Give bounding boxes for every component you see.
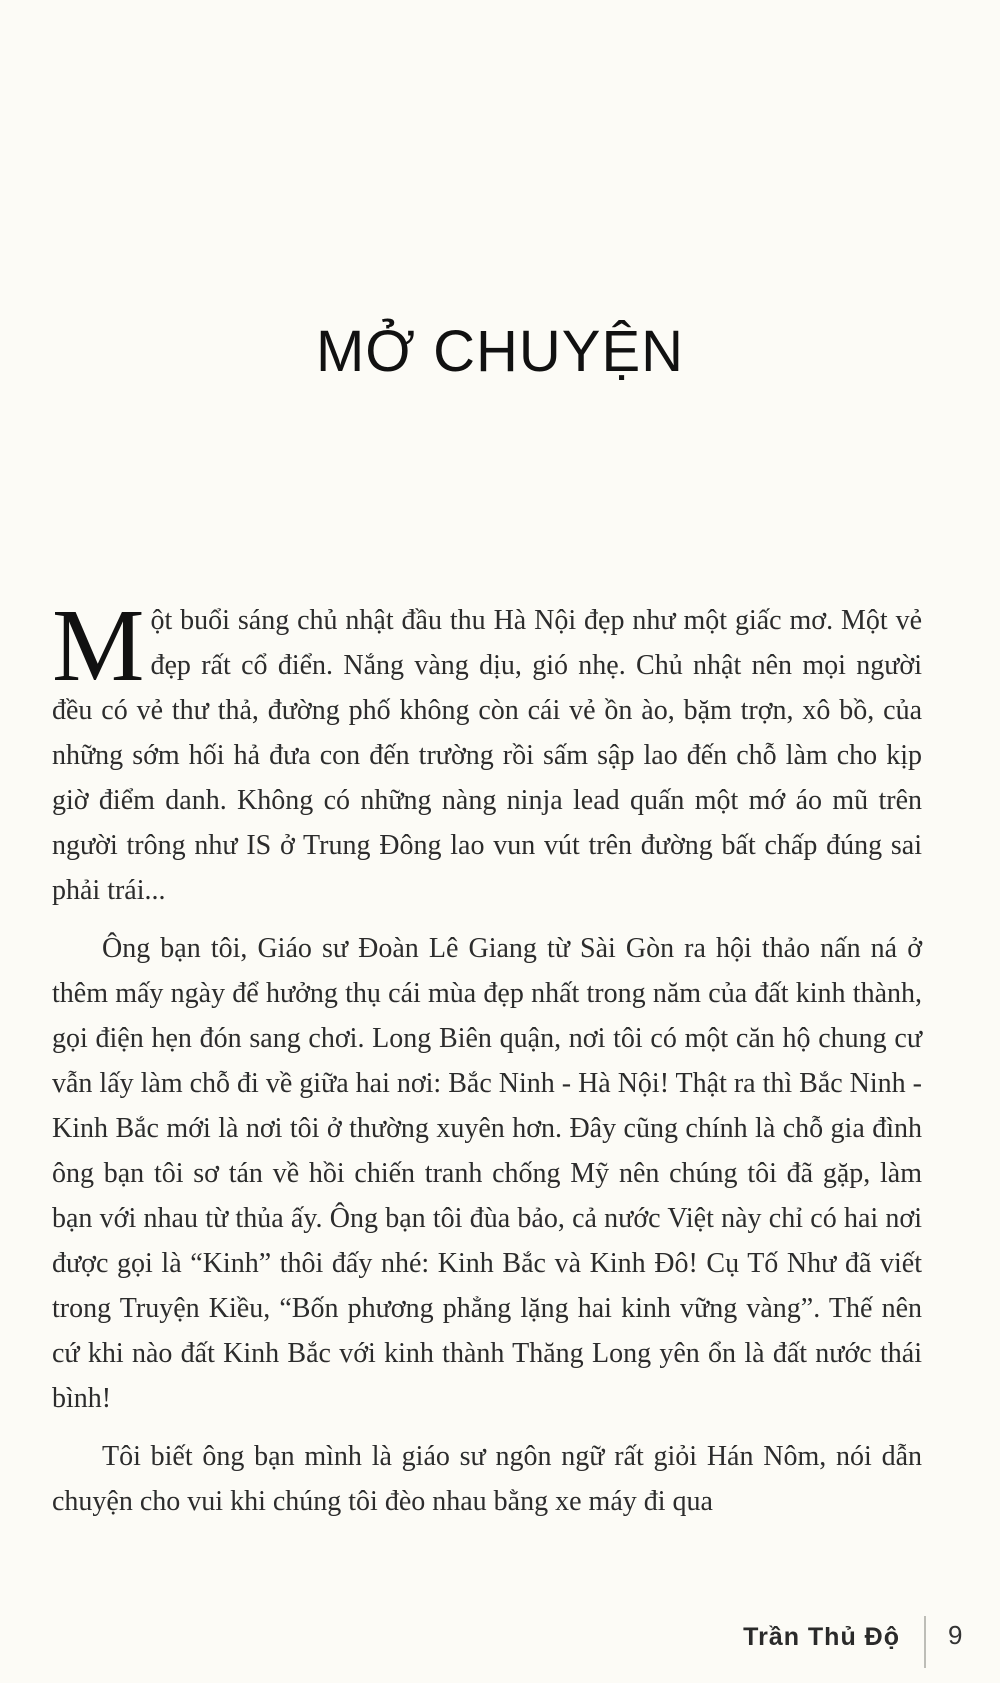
footer-author: Trần Thủ Độ: [743, 1623, 900, 1651]
body-text: [52, 588, 923, 1537]
footer-divider: [924, 1616, 926, 1668]
paragraph-1-text: ột buổi sáng chủ nhật đầu thu Hà Nội đẹp như một giấc mơ. Một vẻ đẹp rất cổ điển. Nắng vàng dịu, gió nhẹ. Chủ nhật nên mọi người đều có vẻ thư thả, đường phố không còn cái vẻ ồn ào, bặm trợn, xô bồ, của những sớm hối hả đưa con đến trường rồi sấm sập lao đến chỗ làm cho kịp giờ điểm danh. Không có những nàng ninja lead quấn một mớ áo mũ trên người trông như IS ở Trung Đông lao vun vút trên đường bất chấp đúng sai phải trái...: [52, 605, 922, 906]
paragraph-2: Ông bạn tôi, Giáo sư Đoàn Lê Giang từ Sài Gòn ra hội thảo nấn ná ở thêm mấy ngày để hưởng thụ cái mùa đẹp nhất trong năm của đất kinh thành, gọi điện hẹn đón sang chơi. Long Biên quận, nơi tôi có một căn hộ chung cư vẫn lấy làm chỗ đi về giữa hai nơi: Bắc Ninh - Hà Nội! Thật ra thì Bắc Ninh - Kinh Bắc mới là nơi tôi ở thường xuyên hơn. Đây cũng chính là chỗ gia đình ông bạn tôi sơ tán về hồi chiến tranh chống Mỹ nên chúng tôi đã gặp, làm bạn với nhau từ thủa ấy. Ông bạn tôi đùa bảo, cả nước Việt này chỉ có hai nơi được gọi là “Kinh” thôi đấy nhé: Kinh Bắc và Kinh Đô! Cụ Tố Như đã viết trong Truyện Kiều, “Bốn phương phẳng lặng hai kinh vững vàng”. Thế nên cứ khi nào đất Kinh Bắc với kinh thành Thăng Long yên ổn là đất nước thái bình!: [52, 933, 923, 1414]
paragraph-1: [52, 588, 922, 913]
chapter-title: MỞ CHUYỆN: [315, 319, 685, 384]
page-number: 9: [948, 1620, 963, 1650]
drop-cap: M: [52, 588, 145, 703]
paragraph-3: Tôi biết ông bạn mình là giáo sư ngôn ngữ rất giỏi Hán Nôm, nói dẫn chuyện cho vui khi chúng tôi đèo nhau bằng xe máy đi qua: [52, 1441, 922, 1517]
